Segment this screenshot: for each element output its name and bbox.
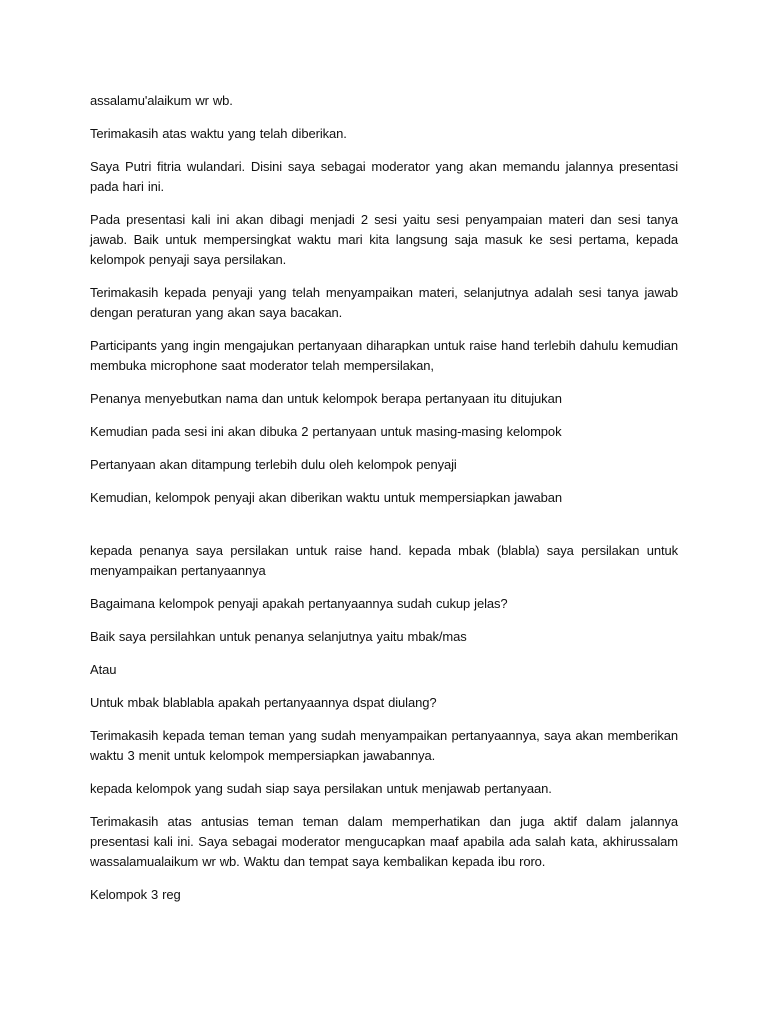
closing-paragraph: Terimakasih atas antusias teman teman dalam memperhatikan dan juga aktif dalam jalannya presentasi kali ini. Saya sebagai moderator mengucapkan maaf apabila ada salah kata, akhirussalam wassalamualaikum wr wb. Waktu dan tempat saya kembalikan kepada ibu roro. bbox=[90, 814, 678, 869]
qa-intro-paragraph: Terimakasih kepada penyaji yang telah menyampaikan materi, selanjutnya adalah sesi tanya jawab dengan peraturan yang akan saya bacakan. bbox=[90, 285, 678, 320]
clarity-check-paragraph: Bagaimana kelompok penyaji apakah pertanyaannya sudah cukup jelas? bbox=[90, 596, 508, 611]
thanks-paragraph: Terimakasih atas waktu yang telah diberikan. bbox=[90, 126, 347, 141]
or-paragraph: Atau bbox=[90, 662, 117, 677]
rule-prepare-paragraph: Kemudian, kelompok penyaji akan diberikan waktu untuk mempersiapkan jawaban bbox=[90, 490, 562, 505]
next-questioner-paragraph: Baik saya persilahkan untuk penanya selanjutnya yaitu mbak/mas bbox=[90, 629, 467, 644]
group-label-paragraph: Kelompok 3 reg bbox=[90, 887, 181, 902]
introduction-paragraph: Saya Putri fitria wulandari. Disini saya sebagai moderator yang akan memandu jalannya presentasi pada hari ini. bbox=[90, 159, 678, 194]
rule-question-count-paragraph: Kemudian pada sesi ini akan dibuka 2 pertanyaan untuk masing-masing kelompok bbox=[90, 424, 562, 439]
greeting-paragraph: assalamu'alaikum wr wb. bbox=[90, 93, 233, 108]
invite-question-paragraph: kepada penanya saya persilakan untuk raise hand. kepada mbak (blabla) saya persilakan untuk menyampaikan pertanyaannya bbox=[90, 543, 678, 578]
rule-collect-paragraph: Pertanyaan akan ditampung terlebih dulu oleh kelompok penyaji bbox=[90, 457, 457, 472]
blank-line bbox=[90, 521, 678, 541]
session-overview-paragraph: Pada presentasi kali ini akan dibagi menjadi 2 sesi yaitu sesi penyampaian materi dan sesi tanya jawab. Baik untuk mempersingkat waktu mari kita langsung saja masuk ke sesi pertama, kepada kelompok penyaji saya persilakan. bbox=[90, 212, 678, 267]
repeat-question-paragraph: Untuk mbak blablabla apakah pertanyaannya dspat diulang? bbox=[90, 695, 437, 710]
answer-invite-paragraph: kepada kelompok yang sudah siap saya persilakan untuk menjawab pertanyaan. bbox=[90, 781, 552, 796]
preparation-time-paragraph: Terimakasih kepada teman teman yang sudah menyampaikan pertanyaannya, saya akan memberikan waktu 3 menit untuk kelompok mempersiapkan jawabannya. bbox=[90, 728, 678, 763]
rule-raise-hand-paragraph: Participants yang ingin mengajukan pertanyaan diharapkan untuk raise hand terlebih dahulu kemudian membuka microphone saat moderator telah mempersilakan, bbox=[90, 338, 678, 373]
rule-name-paragraph: Penanya menyebutkan nama dan untuk kelompok berapa pertanyaan itu ditujukan bbox=[90, 391, 562, 406]
